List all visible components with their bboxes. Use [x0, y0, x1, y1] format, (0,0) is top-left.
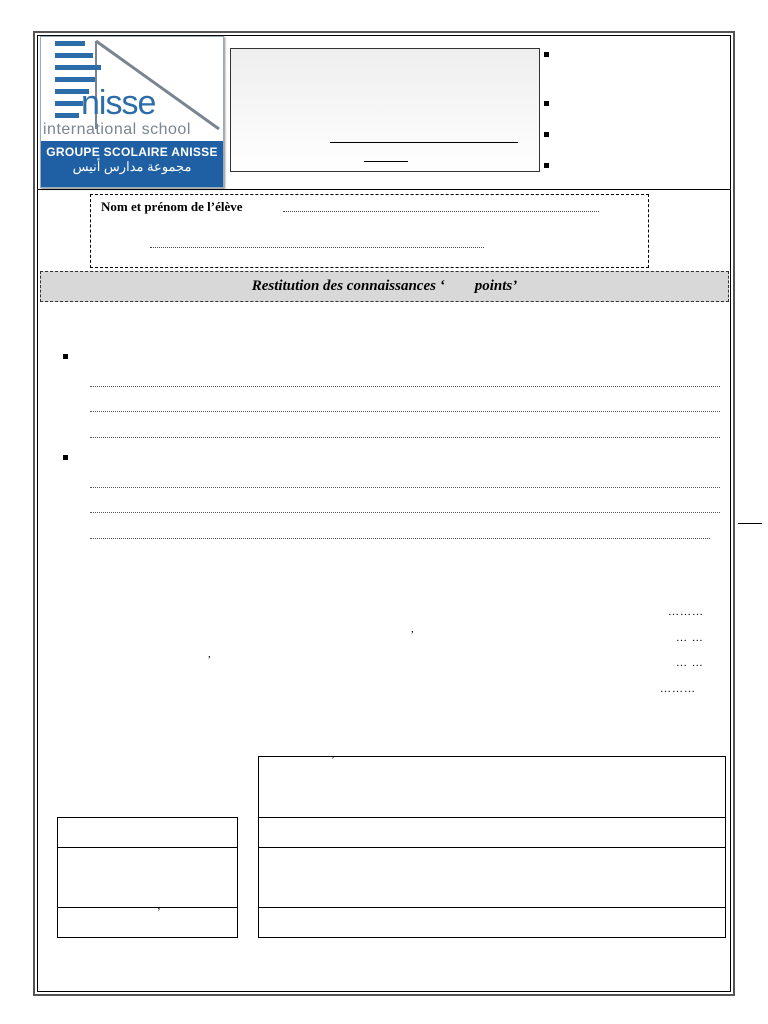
- header-bullet: [544, 132, 549, 137]
- logo-stripe: [55, 41, 85, 46]
- answer-line[interactable]: [90, 386, 720, 387]
- left-table: [57, 817, 238, 938]
- logo-stripe: [55, 77, 95, 82]
- question-bullet: [63, 354, 68, 359]
- fill-in-dots[interactable]: … …: [676, 657, 704, 669]
- logo-stripe: [55, 113, 79, 118]
- school-logo: [40, 36, 224, 188]
- answer-line[interactable]: [90, 487, 720, 488]
- comma-mark: ,: [208, 648, 211, 660]
- logo-wordmark: nisse: [81, 84, 156, 122]
- left-table-row-divider: [57, 847, 238, 848]
- logo-subtitle: international school: [43, 121, 191, 138]
- title-underline: [330, 142, 518, 143]
- logo-band-arabic: مجموعة مدارس أنيس: [72, 159, 192, 174]
- margin-mark: [738, 523, 762, 524]
- logo-stripe: [55, 65, 101, 70]
- answer-line[interactable]: [90, 437, 720, 438]
- logo-stripe: [55, 53, 93, 58]
- section-banner: [40, 271, 729, 302]
- fill-in-dots[interactable]: ………: [668, 606, 704, 618]
- header-divider: [37, 189, 731, 190]
- name-dotted-line[interactable]: [283, 211, 599, 212]
- right-table-row-divider: [258, 847, 726, 848]
- answer-line[interactable]: [90, 538, 710, 539]
- fill-in-dots[interactable]: … …: [676, 632, 704, 644]
- logo-band: [41, 141, 223, 187]
- logo-stripe: [55, 101, 83, 106]
- fill-in-dots[interactable]: ………: [660, 683, 696, 695]
- header-bullet: [544, 101, 549, 106]
- apostrophe-mark: ’: [157, 906, 161, 918]
- right-table-row-divider: [258, 817, 726, 818]
- apostrophe-mark: ’: [331, 754, 335, 766]
- answer-line[interactable]: [90, 512, 720, 513]
- header-bullet: [544, 163, 549, 168]
- student-name-label: Nom et prénom de l’élève: [101, 199, 243, 214]
- logo-band-french: GROUPE SCOLAIRE ANISSE: [46, 145, 218, 159]
- section-title: Restitution des connaissances ‘ points’: [251, 278, 518, 294]
- title-underline-short: [364, 161, 408, 162]
- comma-mark: ,: [411, 623, 414, 635]
- question-bullet: [63, 455, 68, 460]
- right-table-row-divider: [258, 907, 726, 908]
- name-dotted-line-2[interactable]: [150, 247, 484, 248]
- answer-line[interactable]: [90, 411, 720, 412]
- left-table-row-divider: [57, 907, 238, 908]
- exam-title-box: [230, 48, 540, 172]
- header-bullet: [544, 52, 549, 57]
